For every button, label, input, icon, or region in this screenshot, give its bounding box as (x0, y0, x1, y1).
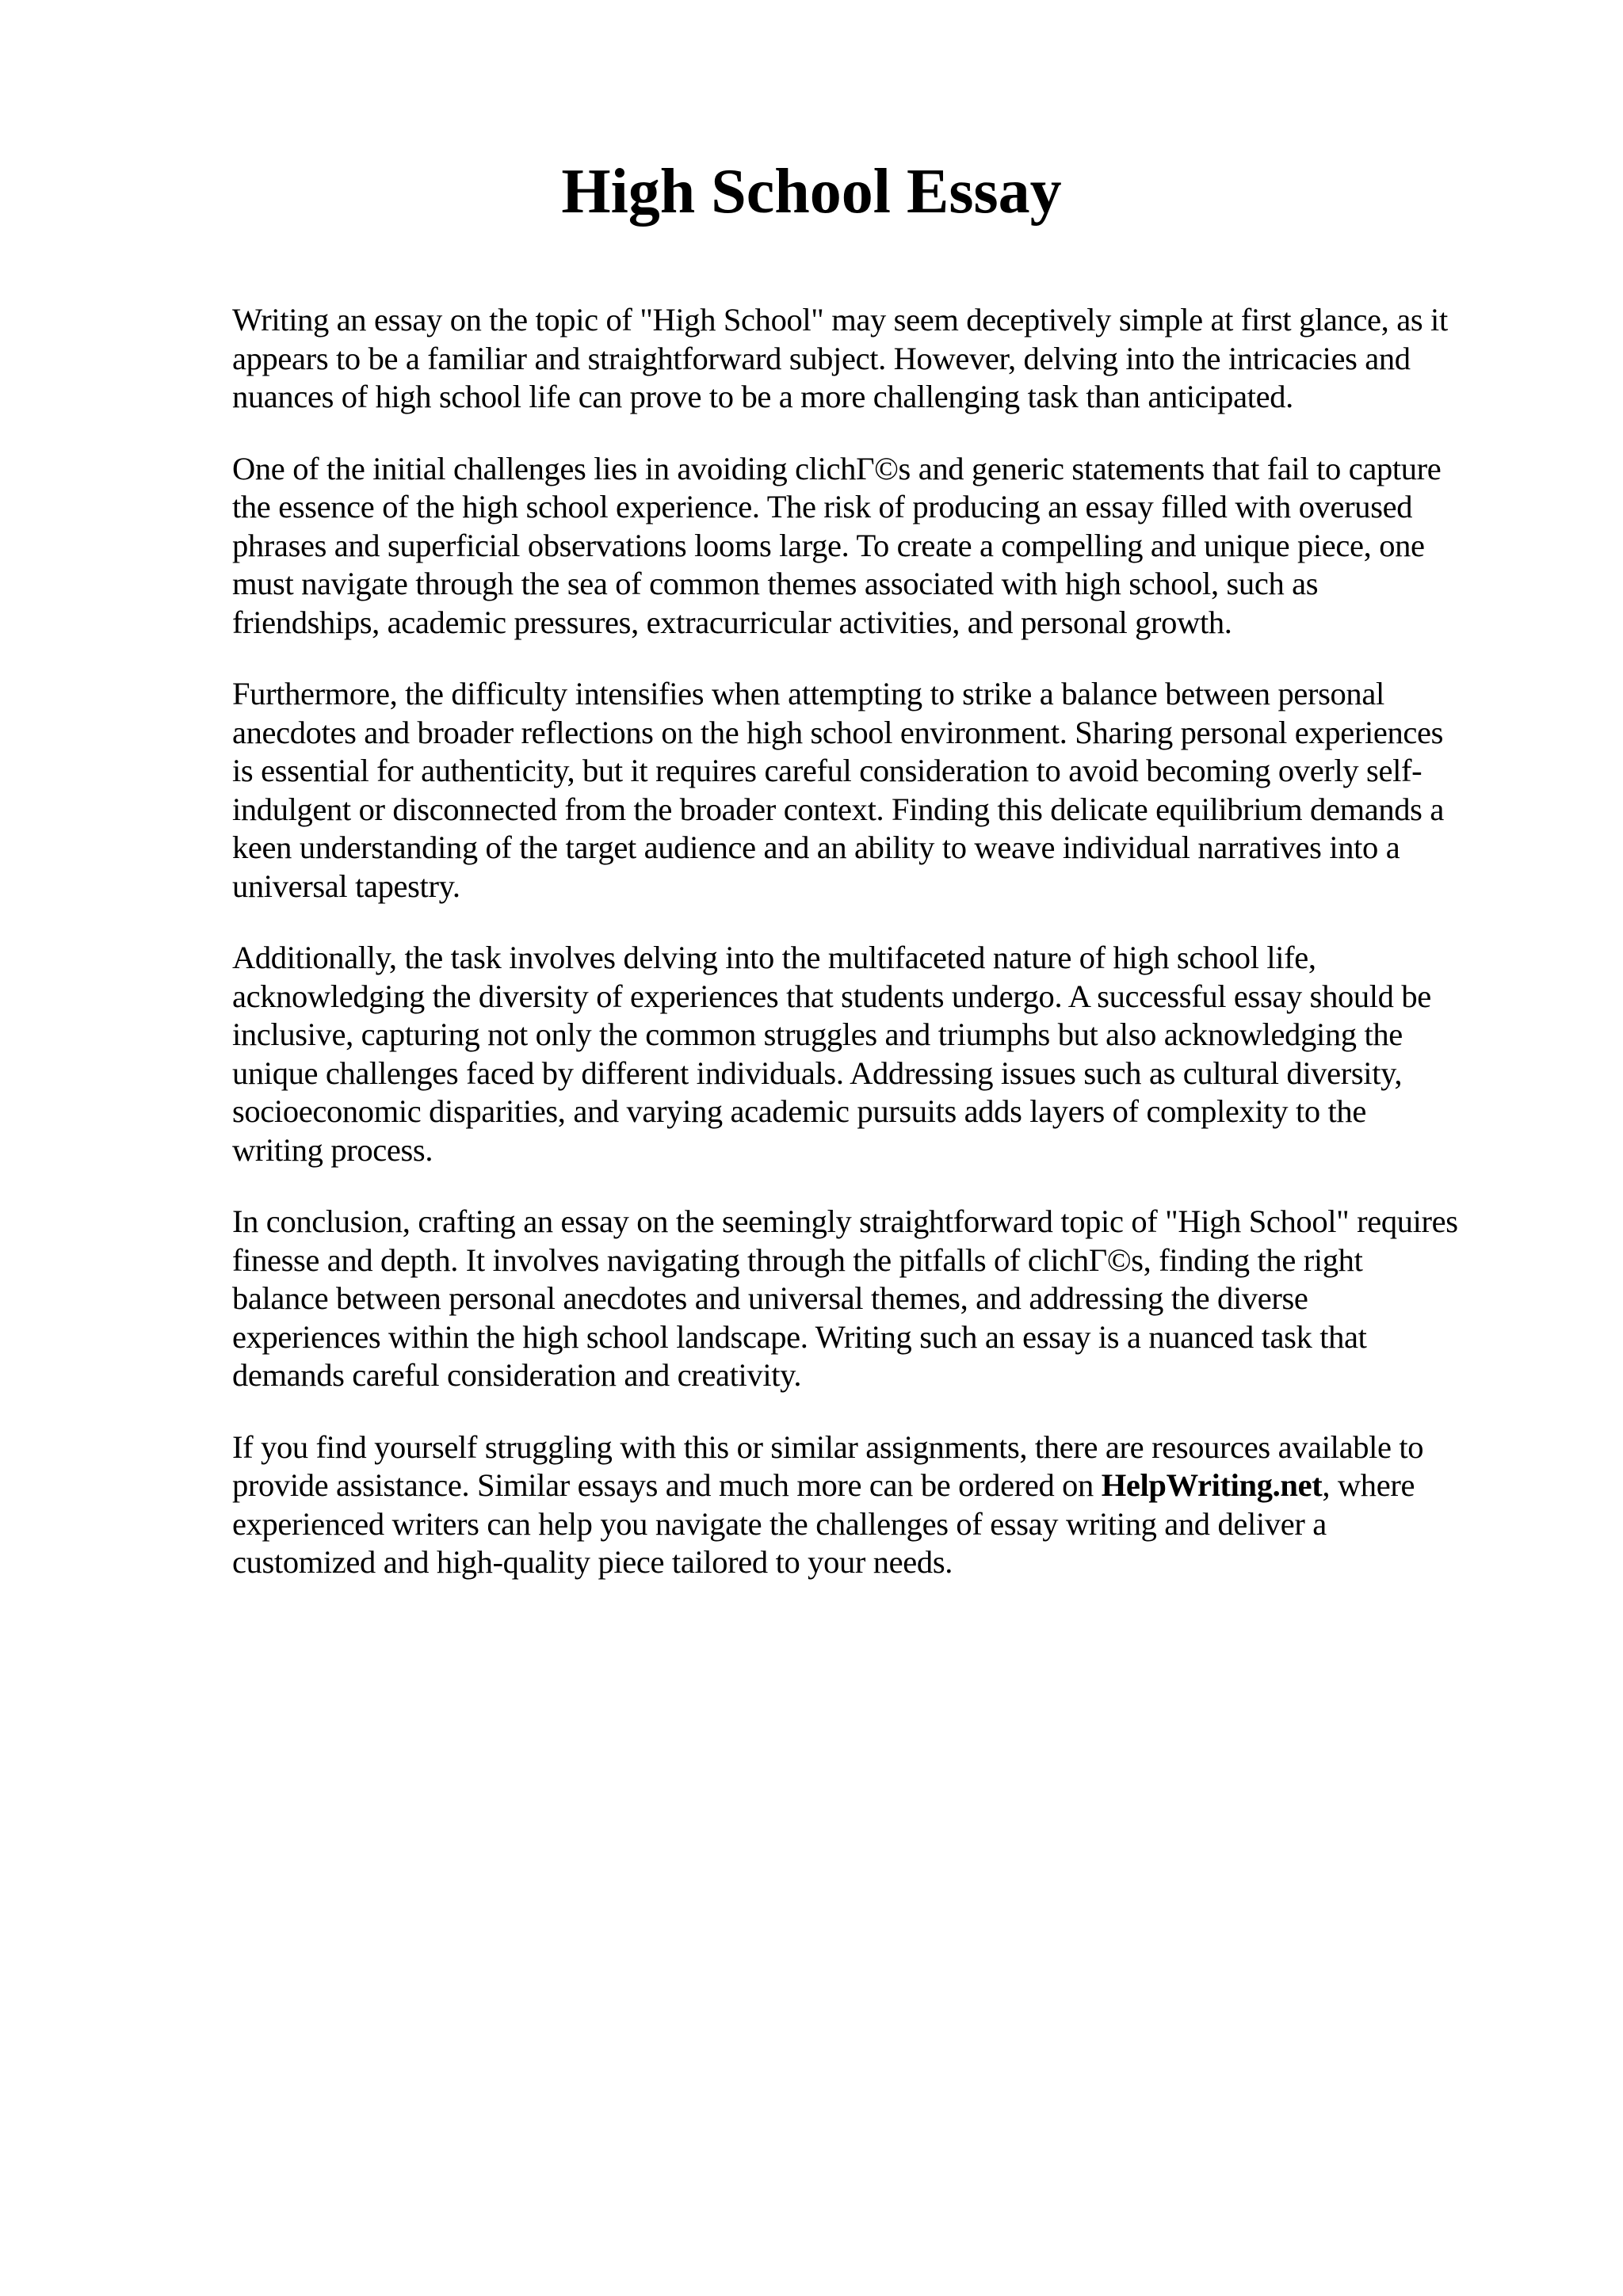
paragraph-line: friendships, academic pressures, extracurricular activities, and personal growth. (232, 604, 1232, 640)
paragraph-line: Furthermore, the difficulty intensifies when attempting to strike a balance between personal (232, 676, 1384, 711)
paragraph-4 (232, 939, 1532, 1169)
closing-text-after-link: , where (1322, 1467, 1415, 1503)
paragraph-line: finesse and depth. It involves navigating through the pitfalls of clichГ©s, finding the right (232, 1241, 1363, 1278)
paragraph-line: indulgent or disconnected from the broader context. Finding this delicate equilibrium demands a (232, 791, 1444, 827)
paragraph-line: the essence of the high school experience. The risk of producing an essay filled with overused (232, 489, 1413, 524)
paragraph-line: demands careful consideration and creativity. (232, 1357, 802, 1393)
document-body (232, 301, 1532, 1615)
paragraph-line: balance between personal anecdotes and universal themes, and addressing the diverse (232, 1280, 1308, 1316)
paragraph-line: keen understanding of the target audience and an ability to weave individual narratives into a (232, 830, 1400, 865)
paragraph-1 (232, 301, 1532, 417)
paragraph-5 (232, 1203, 1532, 1395)
paragraph-line: Writing an essay on the topic of "High School" may seem deceptively simple at first glance, as it (232, 302, 1448, 338)
paragraph-line: unique challenges faced by different individuals. Addressing issues such as cultural diversity, (232, 1055, 1403, 1091)
paragraph-line: inclusive, capturing not only the common struggles and triumphs but also acknowledging the (232, 1016, 1403, 1052)
paragraph-line: nuances of high school life can prove to be a more challenging task than anticipated. (232, 379, 1293, 414)
paragraph-line: phrases and superficial observations looms large. To create a compelling and unique piece, one (232, 527, 1425, 563)
closing-paragraph (232, 1428, 1532, 1582)
paragraph-line: anecdotes and broader reflections on the high school environment. Sharing personal experiences (232, 714, 1444, 750)
paragraph-line: is essential for authenticity, but it requires careful consideration to avoid becoming overly self- (232, 753, 1423, 788)
helpwriting-link[interactable]: HelpWriting.net (1101, 1467, 1323, 1503)
paragraph-line: universal tapestry. (232, 868, 460, 904)
paragraph-line: If you find yourself struggling with this or similar assignments, there are resources available to (232, 1428, 1424, 1465)
paragraph-line: appears to be a familiar and straightforward subject. However, delving into the intricacies and (232, 340, 1411, 376)
paragraph-line: In conclusion, crafting an essay on the seemingly straightforward topic of "High School" requires (232, 1203, 1458, 1239)
paragraph-line: customized and high-quality piece tailored to your needs. (232, 1544, 953, 1580)
paragraph-line: experiences within the high school landscape. Writing such an essay is a nuanced task that (232, 1318, 1367, 1355)
closing-text-before-link: provide assistance. Similar essays and much more can be ordered on (232, 1467, 1102, 1503)
document-title: High School Essay (561, 157, 1062, 227)
paragraph-3 (232, 675, 1532, 906)
paragraph-2 (232, 450, 1532, 643)
paragraph-line: must navigate through the sea of common themes associated with high school, such as (232, 566, 1319, 601)
paragraph-line-with-link (232, 1466, 1532, 1505)
paragraph-line: socioeconomic disparities, and varying academic pursuits adds layers of complexity to the (232, 1093, 1366, 1129)
paragraph-line: experienced writers can help you navigate the challenges of essay writing and deliver a (232, 1505, 1327, 1542)
paragraph-line: One of the initial challenges lies in avoiding clichГ©s and generic statements that fail to capture (232, 450, 1442, 486)
paragraph-line: writing process. (232, 1131, 433, 1168)
paragraph-line: acknowledging the diversity of experiences that students undergo. A successful essay should be (232, 978, 1431, 1014)
paragraph-line: Additionally, the task involves delving into the multifaceted nature of high school life, (232, 940, 1316, 975)
